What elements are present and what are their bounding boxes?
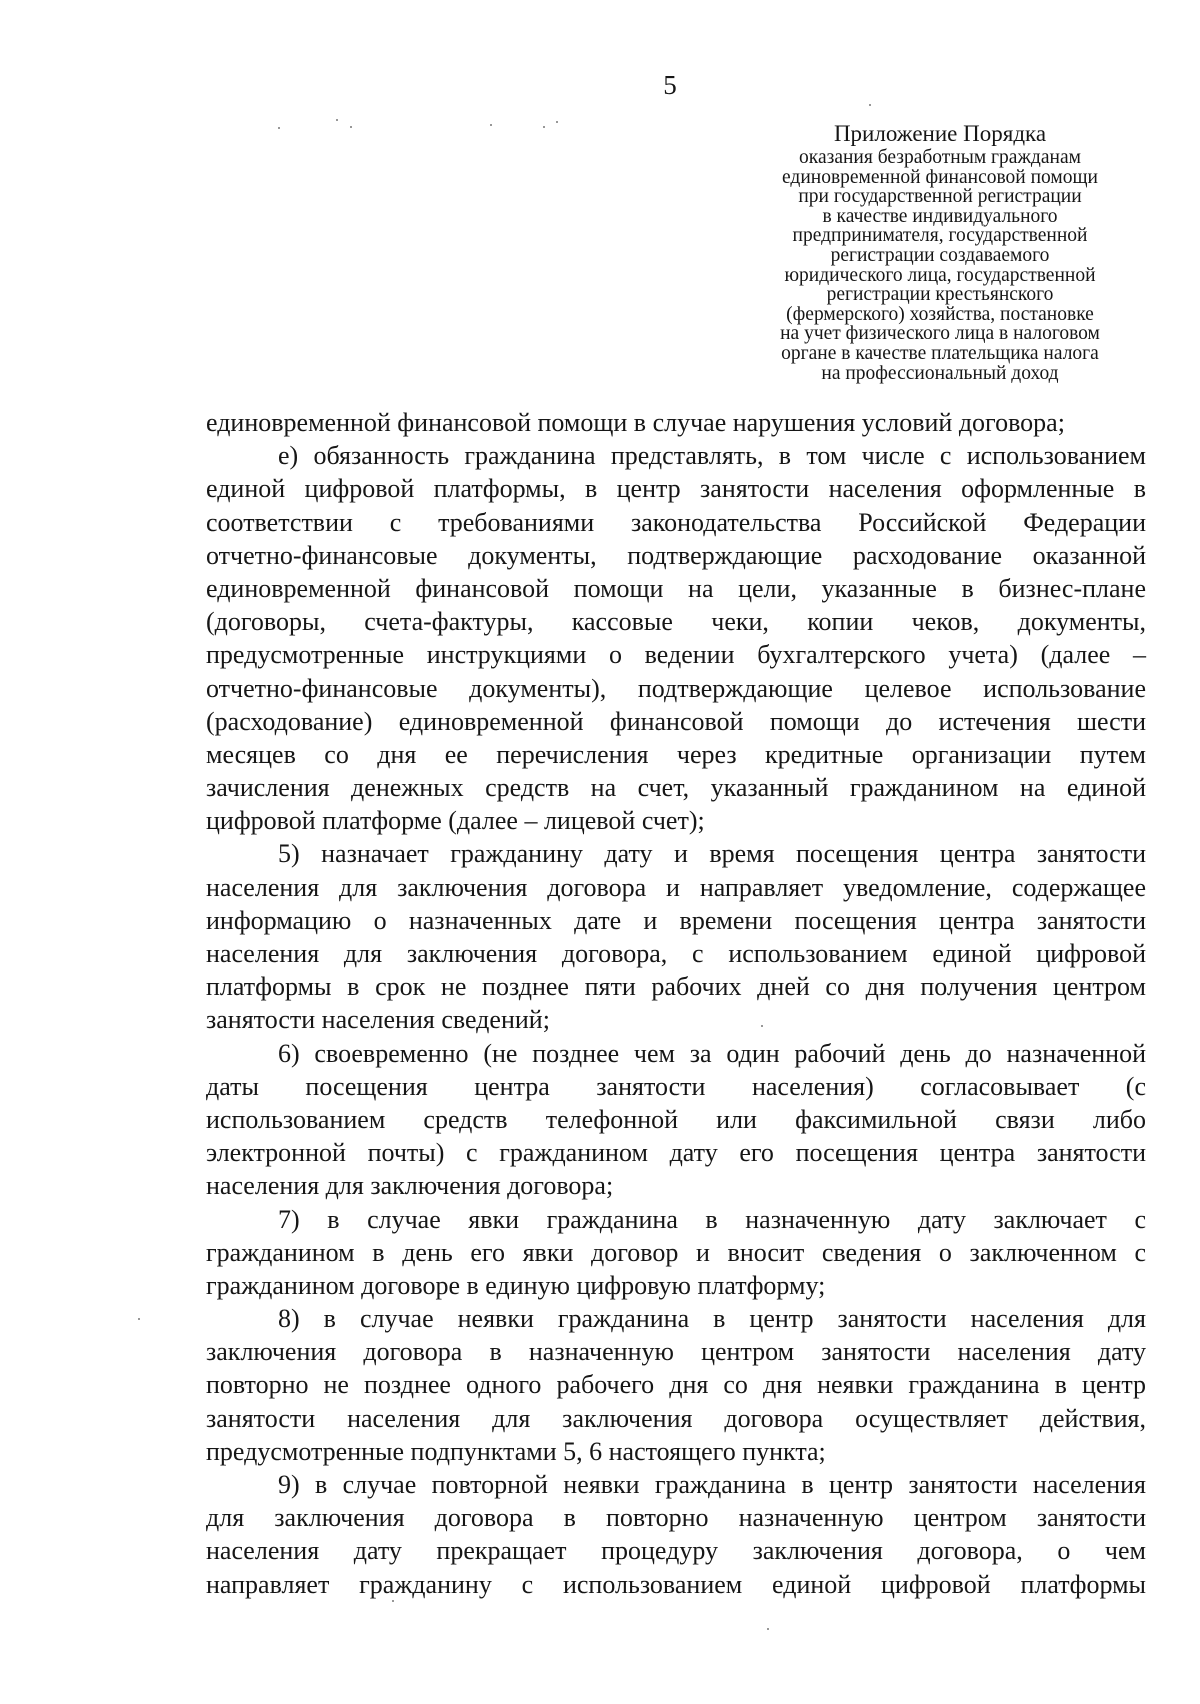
page-number: 5 <box>663 70 677 100</box>
body-line: месяцев со дня ее перечисления через кредитные организации путем <box>206 739 1146 769</box>
body-line: занятости населения сведений; <box>206 1005 550 1035</box>
appendix-line: регистрации создаваемого <box>830 244 1050 266</box>
body-line: цифровой платформе (далее – лицевой счет); <box>206 806 705 836</box>
body-line: отчетно-финансовые документы, подтверждающие расходование оказанной <box>206 540 1146 570</box>
body-line: предусмотренные подпунктами 5, 6 настоящего пункта; <box>206 1436 826 1466</box>
body-line: для заключения договора в повторно назначенную центром занятости <box>206 1503 1146 1533</box>
body-line: гражданином договоре в единую цифровую платформу; <box>206 1270 826 1300</box>
body-line: даты посещения центра занятости населения) согласовывает (с <box>206 1071 1146 1101</box>
scan-speck <box>392 1600 394 1602</box>
body-line: платформы в срок не позднее пяти рабочих дней со дня получения центром <box>206 972 1146 1002</box>
body-line: 8) в случае неявки гражданина в центр занятости населения для <box>278 1304 1146 1334</box>
body-line: занятости населения для заключения договора осуществляет действия, <box>206 1403 1146 1433</box>
appendix-line: регистрации крестьянского <box>826 284 1054 306</box>
appendix-line: в качестве индивидуального <box>822 205 1058 227</box>
body-line: направляет гражданину с использованием единой цифровой платформы <box>206 1569 1146 1599</box>
body-line: использованием средств телефонной или факсимильной связи либо <box>206 1104 1146 1134</box>
appendix-line: оказания безработным гражданам <box>799 147 1081 168</box>
scan-speck <box>278 127 280 129</box>
body-line: населения для заключения договора и направляет уведомление, содержащее <box>206 872 1146 902</box>
appendix-title: Приложение Порядка <box>833 121 1047 146</box>
appendix-line: (фермерского) хозяйства, постановке <box>786 303 1094 325</box>
body-line: повторно не позднее одного рабочего дня со дня неявки гражданина в центр <box>206 1370 1146 1400</box>
body-line: 5) назначает гражданину дату и время посещения центра занятости <box>278 839 1146 869</box>
document-body <box>206 406 1146 1601</box>
body-line: 6) своевременно (не позднее чем за один рабочий день до назначенной <box>278 1038 1146 1068</box>
scan-speck <box>767 1628 769 1630</box>
scan-speck <box>336 119 338 121</box>
scan-speck <box>869 104 871 106</box>
scan-speck <box>138 1318 140 1320</box>
body-line: электронной почты) с гражданином дату его посещения центра занятости <box>206 1138 1146 1168</box>
scan-speck <box>556 121 558 123</box>
body-line: единовременной финансовой помощи на цели, указанные в бизнес-плане <box>206 573 1146 603</box>
body-line: единовременной финансовой помощи в случае нарушения условий договора; <box>206 408 1065 437</box>
body-line: соответствии с требованиями законодательства Российской Федерации <box>206 507 1146 537</box>
body-line: населения для заключения договора, с использованием единой цифровой <box>206 939 1146 968</box>
body-line: предусмотренные инструкциями о ведении бухгалтерского учета) (далее – <box>206 640 1146 670</box>
appendix-line: на профессиональный доход <box>821 362 1059 384</box>
appendix-line: при государственной регистрации <box>798 186 1082 208</box>
appendix-header <box>740 120 1140 383</box>
appendix-line: предпринимателя, государственной <box>792 225 1088 247</box>
body-line: населения для заключения договора; <box>206 1171 614 1201</box>
body-line: (расходование) единовременной финансовой помощи до истечения шести <box>206 706 1146 736</box>
scan-speck <box>490 124 492 126</box>
body-line: зачисления денежных средств на счет, указанный гражданином на единой <box>206 773 1146 803</box>
body-line: гражданином в день его явки договор и вносит сведения о заключенном с <box>206 1237 1146 1267</box>
body-line: (договоры, счета-фактуры, кассовые чеки, копии чеков, документы, <box>206 607 1146 637</box>
appendix-line: органе в качестве плательщика налога <box>781 342 1099 364</box>
body-line: 9) в случае повторной неявки гражданина в центр занятости населения <box>278 1470 1146 1499</box>
appendix-line: единовременной финансовой помощи <box>782 166 1098 188</box>
appendix-line: на учет физического лица в налоговом <box>780 323 1100 345</box>
scan-speck <box>761 1025 763 1027</box>
body-line: информацию о назначенных дате и времени посещения центра занятости <box>206 905 1146 935</box>
body-line: единой цифровой платформы, в центр занятости населения оформленные в <box>206 474 1146 504</box>
body-line: населения дату прекращает процедуру заключения договора, о чем <box>206 1536 1146 1566</box>
appendix-line: юридического лица, государственной <box>784 264 1096 286</box>
body-line: заключения договора в назначенную центром занятости населения дату <box>206 1337 1146 1367</box>
body-line: е) обязанность гражданина представлять, в том числе с использованием <box>278 441 1146 471</box>
scan-speck <box>543 126 545 128</box>
body-line: отчетно-финансовые документы), подтверждающие целевое использование <box>206 673 1146 703</box>
body-line: 7) в случае явки гражданина в назначенную дату заключает с <box>278 1204 1146 1234</box>
scan-speck <box>350 126 352 128</box>
